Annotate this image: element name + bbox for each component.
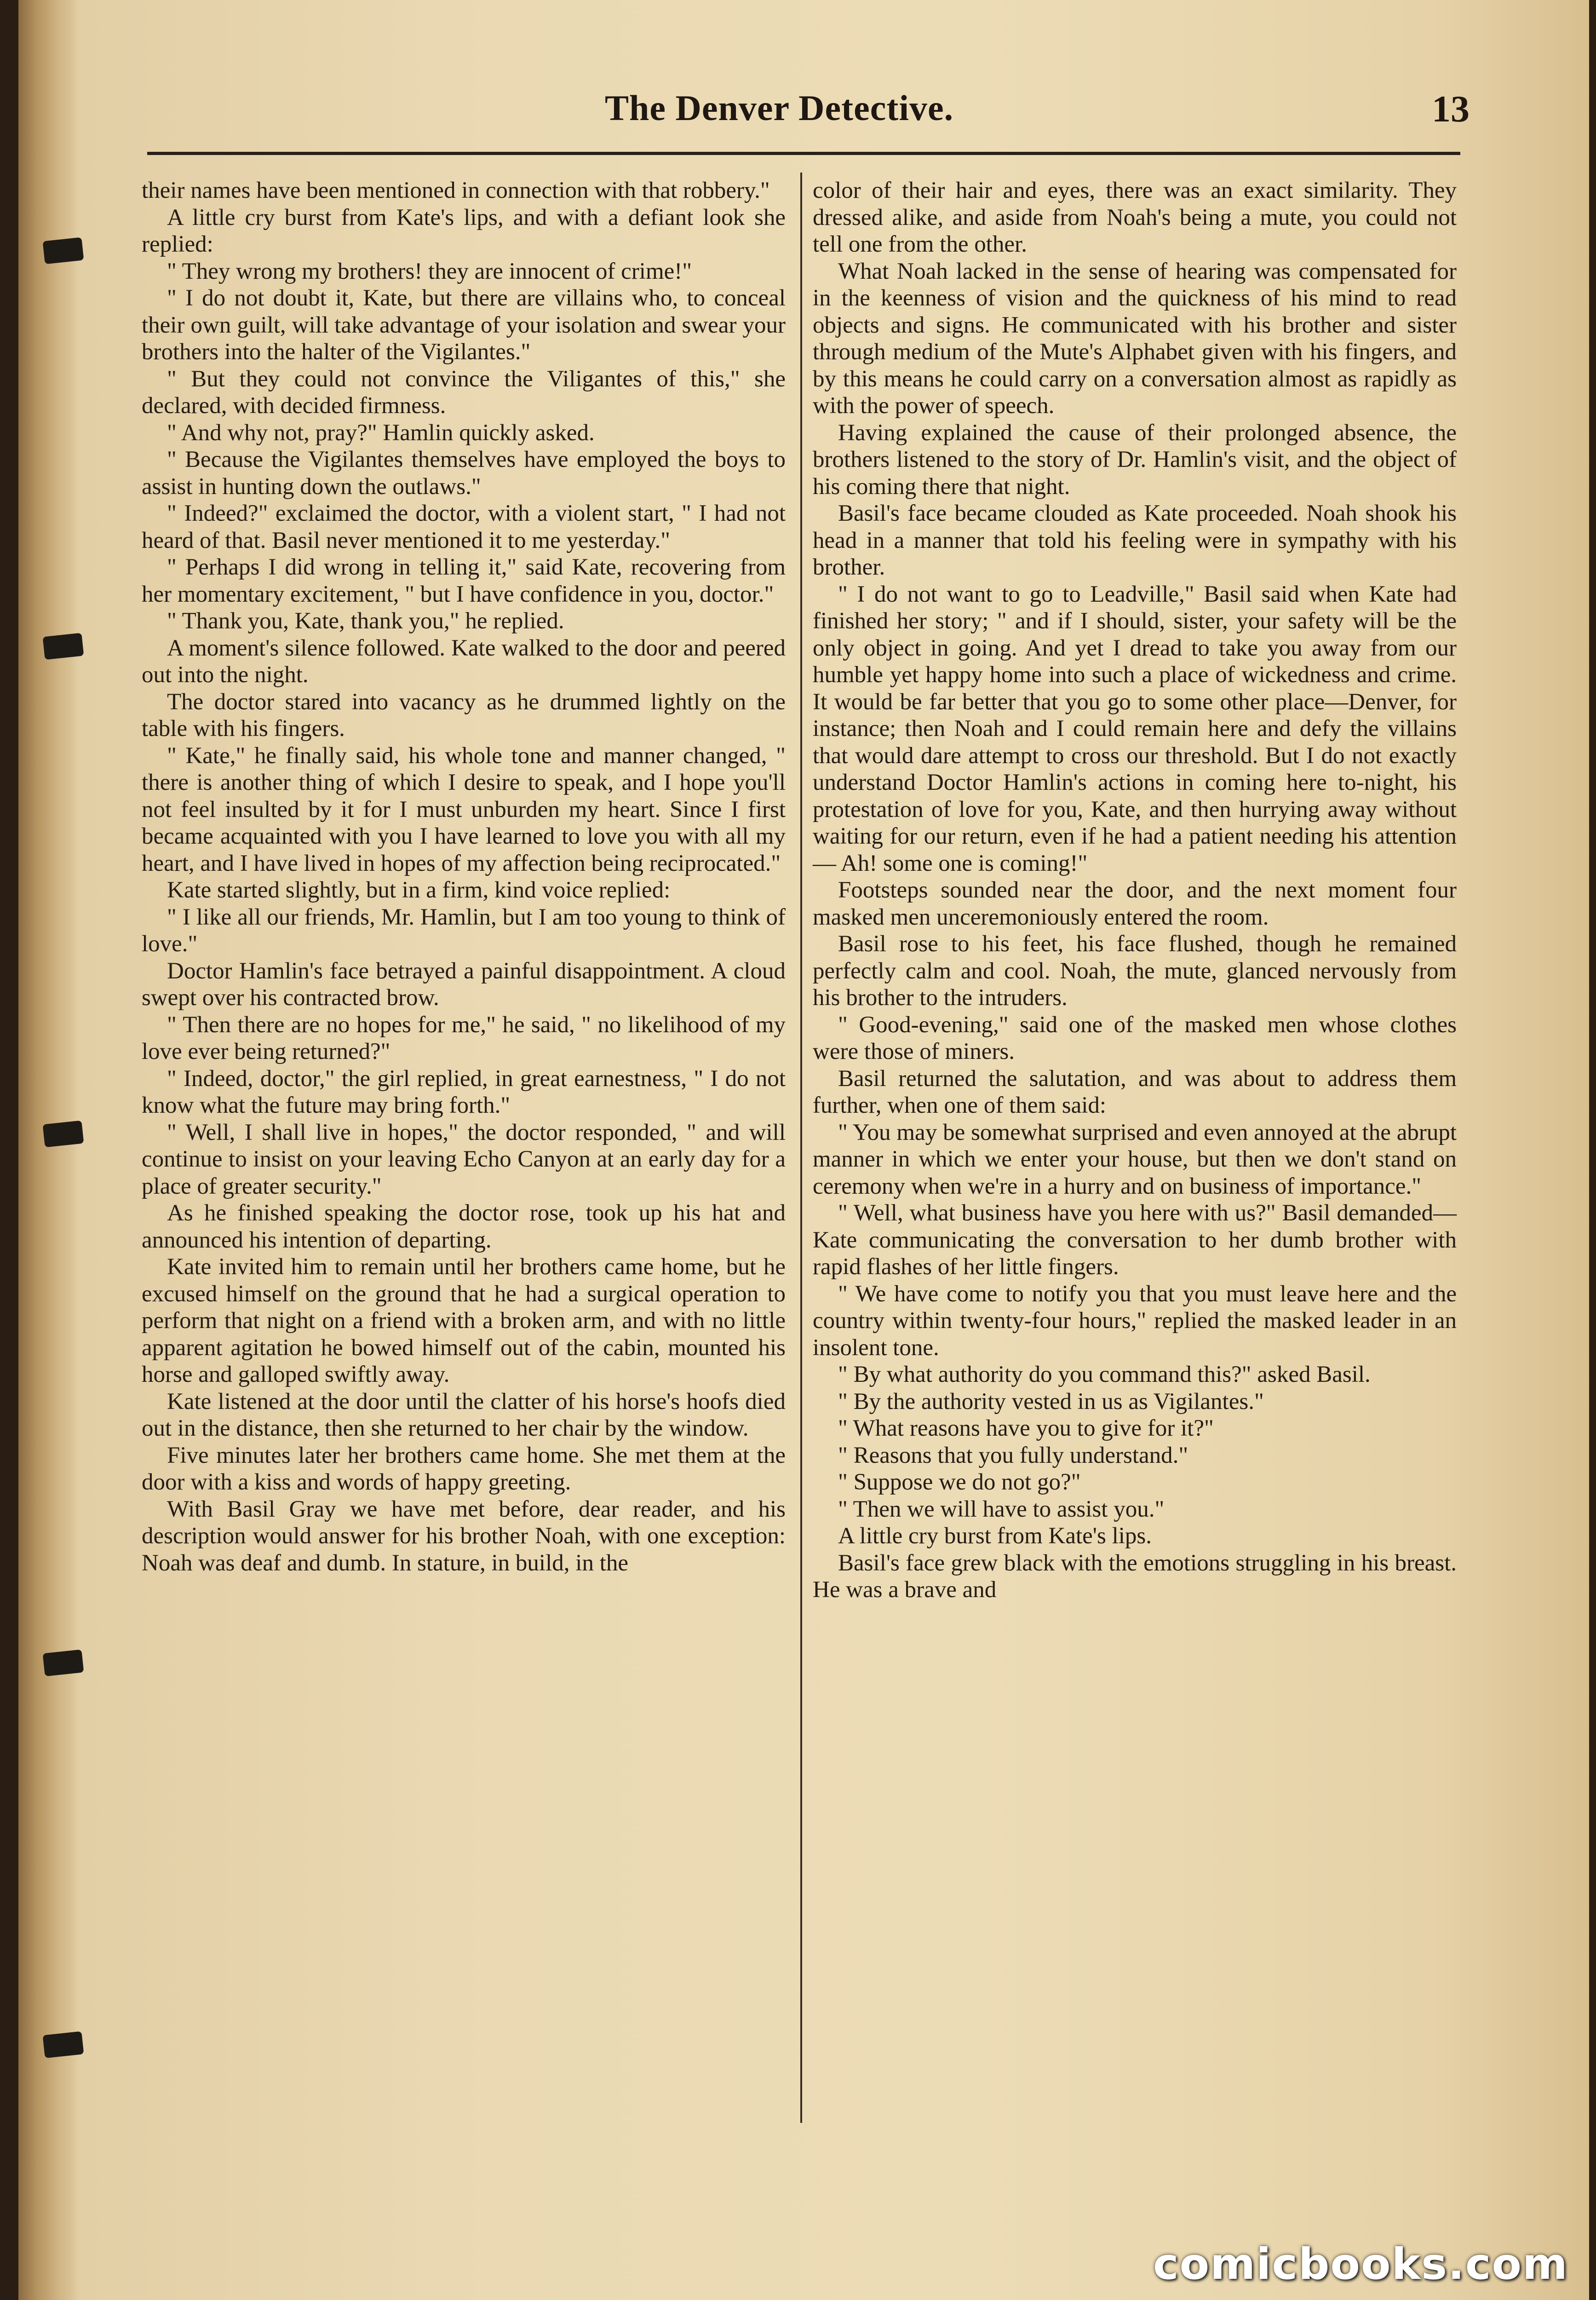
paragraph: As he finished speaking the doctor rose, took up his hat and announced his intention of departing. [142,1200,786,1253]
header-rule [147,152,1460,155]
paragraph: " And why not, pray?" Hamlin quickly asked. [167,420,595,446]
paragraph: " I do not want to go to Leadville," Basil said when Kate had finished her story; " and if I should, sister, your safety will be the only object in going. And yet I dread to take you away from our humble yet happy home into such a place of wickedness and crime. It would be far better that you go to some other place—Denver, for instance; then Noah and I could remain here and defy the villains that would dare attempt to cross our threshold. But I do not exactly understand Doctor Hamlin's actions in coming here to-night, his protestation of love for you, Kate, and then hurrying away without waiting for our return, even if he had a patient needing his attention— Ah! some one is coming!" [813,581,1457,876]
paragraph: Basil returned the salutation, and was about to address them further, when one of them said: [813,1065,1457,1118]
paragraph: " You may be somewhat surprised and even annoyed at the abrupt manner in which we enter your house, but then we don't stand on ceremony when we're in a hurry and on business of importance." [813,1119,1457,1199]
page-binding-edge [18,0,78,2300]
paragraph: " Good-evening," said one of the masked men whose clothes were those of miners. [813,1012,1457,1064]
paragraph: " Then we will have to assist you." [838,1496,1165,1522]
paragraph: Basil rose to his feet, his face flushed, though he remained perfectly calm and cool. Noah, the mute, glanced nervously from his brother to the intruders. [813,931,1457,1011]
right-text-column [813,177,1457,1604]
book-page [18,0,1589,2300]
page-number: 13 [1432,88,1470,130]
paragraph: Kate listened at the door until the clatter of his horse's hoofs died out in the distance, then she returned to her chair by the window. [142,1388,786,1441]
binding-stitch [43,1650,84,1677]
paragraph: Basil's face grew black with the emotions struggling in his breast. He was a brave and [813,1550,1457,1603]
paragraph: " Perhaps I did wrong in telling it," said Kate, recovering from her momentary excitement, " but I have confidence in you, doctor." [142,554,786,607]
paragraph: " Then there are no hopes for me," he said, " no likelihood of my love ever being returned?" [142,1012,786,1064]
binding-stitch [43,1121,84,1148]
paragraph: " Thank you, Kate, thank you," he replied. [167,608,564,634]
paragraph: A little cry burst from Kate's lips. [838,1523,1152,1549]
paragraph: What Noah lacked in the sense of hearing was compensated for in the keenness of vision and the quickness of his mind to read objects and signs. He communicated with his brother and sister through medium of the Mute's Alphabet given with his fingers, and by this means he could carry on a conversation almost as rapidly as with the power of speech. [813,258,1457,419]
paragraph: " By the authority vested in us as Vigilantes." [838,1388,1264,1414]
paragraph: " I like all our friends, Mr. Hamlin, but I am too young to think of love." [142,904,786,957]
column-divider [800,172,802,2123]
paragraph: Having explained the cause of their prolonged absence, the brothers listened to the story of Dr. Hamlin's visit, and the object of his coming there that night. [813,420,1457,500]
paragraph: their names have been mentioned in connection with that robbery." [142,178,770,203]
paragraph: color of their hair and eyes, there was an exact similarity. They dressed alike, and aside from Noah's being a mute, you could not tell one from the other. [813,178,1457,257]
paragraph: " Because the Vigilantes themselves have employed the boys to assist in hunting down the outlaws." [142,447,786,500]
running-title: The Denver Detective. [605,88,954,128]
paragraph: " By what authority do you command this?" asked Basil. [838,1362,1371,1387]
paragraph: " Well, I shall live in hopes," the doctor responded, " and will continue to insist on your leaving Echo Canyon at an early day for a place of greater security." [142,1119,786,1199]
paragraph: A moment's silence followed. Kate walked to the door and peered out into the night. [142,635,786,688]
watermark: comicbooks.com [1153,2239,1568,2289]
paragraph: " Suppose we do not go?" [838,1469,1081,1495]
left-text-column [142,177,786,1576]
paragraph: " They wrong my brothers! they are innocent of crime!" [167,258,692,284]
paragraph: Five minutes later her brothers came home. She met them at the door with a kiss and words of happy greeting. [142,1442,786,1495]
paragraph: Basil's face became clouded as Kate proceeded. Noah shook his head in a manner that told his feeling were in sympathy with his brother. [813,500,1457,580]
paragraph: The doctor stared into vacancy as he drummed lightly on the table with his fingers. [142,689,786,742]
paragraph: " Kate," he finally said, his whole tone and manner changed, " there is another thing of which I desire to speak, and I hope you'll not feel insulted by it for I must unburden my heart. Since I first became acquainted with you I have learned to love you with all my heart, and I have lived in hopes of my affection being reciprocated." [142,742,786,876]
paragraph: With Basil Gray we have met before, dear reader, and his description would answer for his brother Noah, with one exception: Noah was deaf and dumb. In stature, in build, in the [142,1496,786,1576]
paragraph: Doctor Hamlin's face betrayed a painful disappointment. A cloud swept over his contracted brow. [142,958,786,1011]
paragraph: " But they could not convince the Viligantes of this," she declared, with decided firmness. [142,366,786,419]
paragraph: Kate started slightly, but in a firm, kind voice replied: [167,877,671,903]
binding-stitch [43,633,84,660]
running-head [131,87,1470,143]
paragraph: " We have come to notify you that you must leave here and the country within twenty-four hours," replied the masked leader in an insolent tone. [813,1281,1457,1361]
binding-stitch [43,237,84,264]
binding-stitch [43,2031,84,2058]
paragraph: " What reasons have you to give for it?" [838,1415,1214,1441]
paragraph: A little cry burst from Kate's lips, and with a defiant look she replied: [142,204,786,257]
paragraph: Footsteps sounded near the door, and the next moment four masked men unceremoniously entered the room. [813,877,1457,930]
paragraph: " I do not doubt it, Kate, but there are villains who, to conceal their own guilt, will take advantage of your isolation and swear your brothers into the halter of the Vigilantes." [142,285,786,365]
paragraph: " Indeed?" exclaimed the doctor, with a violent start, " I had not heard of that. Basil never mentioned it to me yesterday." [142,500,786,553]
paragraph: " Well, what business have you here with us?" Basil demanded—Kate communicating the conversation to her dumb brother with rapid flashes of her little fingers. [813,1200,1457,1280]
paragraph: Kate invited him to remain until her brothers came home, but he excused himself on the ground that he had a surgical operation to perform that night on a friend with a broken arm, and with no little apparent agitation he bowed himself out of the cabin, mounted his horse and galloped swiftly away. [142,1254,786,1387]
paragraph: " Indeed, doctor," the girl replied, in great earnestness, " I do not know what the future may bring forth." [142,1065,786,1118]
paragraph: " Reasons that you fully understand." [838,1442,1188,1468]
